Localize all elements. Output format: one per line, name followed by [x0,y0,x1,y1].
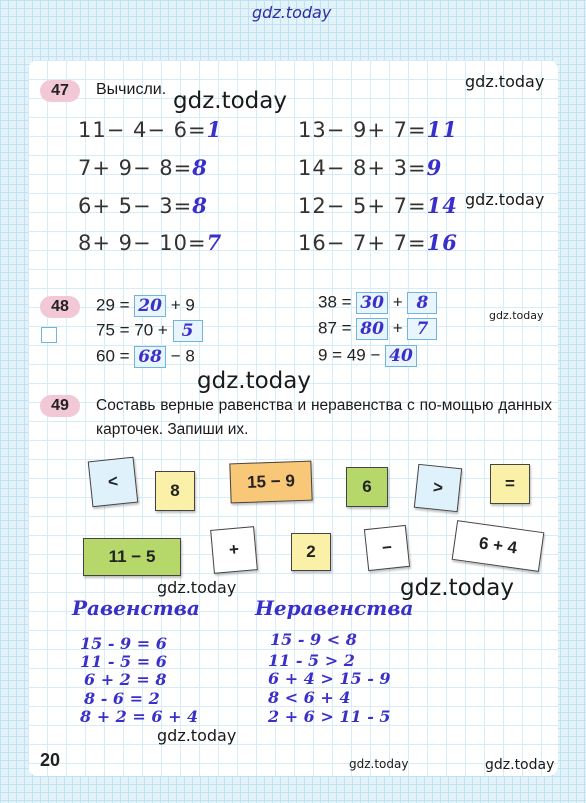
watermark: gdz.today [465,72,545,91]
equality-line: 6 + 2 = 8 [84,670,167,689]
answer: 14 [426,193,458,218]
exercise-number-48: 48 [40,296,80,318]
equation-part: 60 = [96,346,130,366]
expression: 14− 8+ 3= [298,156,427,180]
watermark: gdz.today [465,190,545,209]
answer: 11 [426,117,458,142]
watermark: gdz.today [157,578,237,597]
exercise-47-title: Вычисли. [96,81,167,98]
card-6: 6 [346,467,388,507]
card-6-plus-4: 6 + 4 [452,520,545,572]
answer-box: 20 [134,295,166,317]
watermark: gdz.today [197,368,311,394]
answer-box: 80 [356,318,388,340]
watermark: gdz.today [400,575,514,601]
equality-line: 8 - 6 = 2 [84,689,160,708]
ex48-row [96,346,195,368]
equalities-heading: Равенства [72,596,200,620]
equality-line: 11 - 5 = 6 [80,652,167,671]
card-2: 2 [291,533,331,571]
expression: 7+ 9− 8= [78,156,193,180]
watermark: gdz.today [489,309,544,322]
ex47-row [78,117,222,142]
ex48-row [96,320,203,342]
inequality-line: 2 + 6 > 11 - 5 [268,707,391,726]
equality-line: 15 - 9 = 6 [80,634,167,653]
answer: 16 [426,230,458,255]
watermark: gdz.today [157,726,237,745]
equation-part: 29 = [96,295,130,315]
watermark: gdz.today [349,757,409,771]
done-checkbox[interactable] [41,327,57,343]
ex47-row [78,230,222,255]
inequality-line: 15 - 9 < 8 [270,630,357,649]
answer: 8 [192,193,208,218]
exercise-number-47: 47 [40,80,80,102]
answer-box: 68 [134,346,166,368]
exercise-49-text: Составь верные равенства и неравенства с по-мощью данных карточек. Запиши их. [96,397,552,438]
equation-part: + [392,318,403,338]
equation-part: − 8 [170,346,195,366]
expression: 16− 7+ 7= [298,231,427,255]
expression: 11− 4− 6= [78,118,207,142]
ex48-row [318,318,437,340]
page-number: 20 [40,750,61,770]
watermark-top: gdz.today [252,3,332,22]
equation-part: 38 = [318,292,352,312]
equation-part: 75 = 70 + [96,320,168,340]
card-greater-than: > [414,464,462,512]
inequalities-heading: Неравенства [255,596,414,620]
card-8: 8 [155,471,195,511]
inequality-line: 8 < 6 + 4 [268,688,351,707]
watermark: gdz.today [173,88,287,114]
ex48-row [318,292,437,314]
expression: 12− 5+ 7= [298,194,427,218]
ex47-row [78,193,208,218]
answer-box: 7 [407,318,437,340]
card-15-minus-9: 15 − 9 [229,461,312,504]
equation-part: + [392,292,403,312]
ex47-row [298,117,458,142]
equality-line: 8 + 2 = 6 + 4 [80,707,199,726]
exercise-number-49: 49 [40,395,80,417]
card-11-minus-5: 11 − 5 [83,538,181,576]
card-less-than: < [88,457,139,508]
answer: 1 [206,117,223,142]
watermark: gdz.today [485,757,555,773]
card-equals: = [490,464,530,504]
equation-part: + 9 [170,295,195,315]
ex47-row [298,230,458,255]
answer: 7 [206,230,223,255]
inequality-line: 6 + 4 > 15 - 9 [268,669,391,688]
ex48-row [96,295,195,317]
ex47-row [78,155,208,180]
answer-box: 5 [173,320,203,342]
answer-box: 40 [385,345,417,367]
card-plus: + [210,526,258,574]
expression: 13− 9+ 7= [298,118,427,142]
ex47-row [298,155,442,180]
expression: 8+ 9− 10= [78,231,207,255]
equation-part: 87 = [318,318,352,338]
answer: 9 [426,155,443,180]
ex48-row [318,345,417,367]
equation-part: 9 = 49 − [318,345,381,365]
answer-box: 8 [407,292,437,314]
answer: 8 [192,155,208,180]
card-minus: − [364,525,410,571]
answer-box: 30 [356,292,388,314]
expression: 6+ 5− 3= [78,194,193,218]
ex47-row [298,193,458,218]
inequality-line: 11 - 5 > 2 [268,651,355,670]
